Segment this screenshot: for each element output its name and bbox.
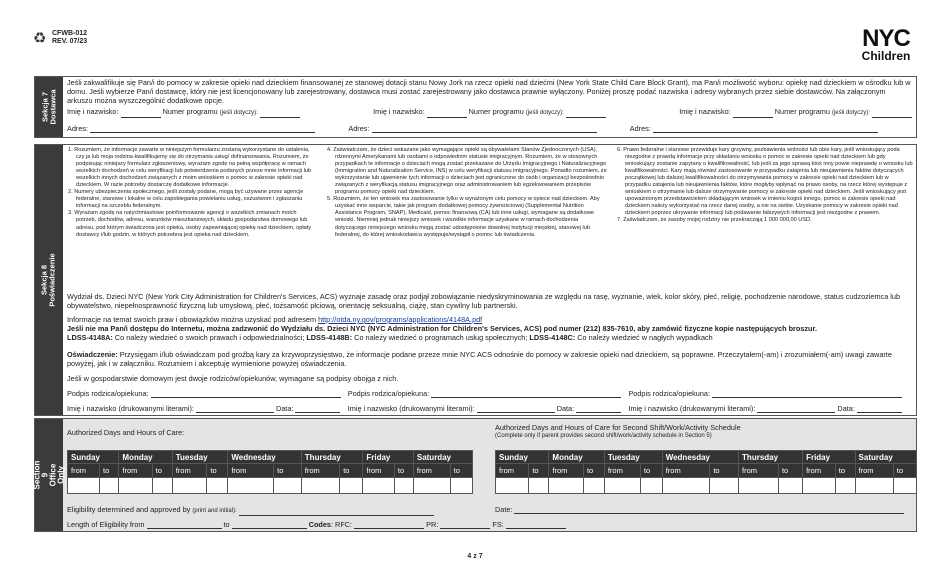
time-cell[interactable]: [583, 478, 604, 494]
time-cell[interactable]: [739, 478, 779, 494]
attestation-col-1: [68, 147, 318, 239]
day-header: Thursday: [739, 451, 803, 464]
to-label: to: [893, 464, 916, 478]
time-cell[interactable]: [549, 478, 584, 494]
signature-2: Podpis rodzica/opiekuna:: [348, 389, 629, 398]
print-name-3: Imię i nazwisko (drukowanymi literami): Data:: [628, 404, 909, 413]
attestation-item: 3. Wyrażam zgodę na natychmiastowe poinformowanie agencji o wszelkich zmianach moich potrzeb, dochodów, adresu, warunków mieszkaniowych, składu gospodarstwa domowego lub adresu, pod którym świadczona jest opieka, osoby zapewniającej opiekę nad dzieckiem, opłaty dostawcy i/lub godzin, w których potrzebna jest opieka nad dzieckiem.: [68, 210, 312, 238]
eligibility-date-field[interactable]: [514, 506, 904, 514]
eligibility-row: Eligibility determined and approved by (print and initial):: [67, 505, 434, 516]
print-name-3-field[interactable]: [757, 405, 835, 413]
provider-3-program-field[interactable]: [872, 110, 912, 118]
attestation-item: 5. Rozumiem, że ten wniosek ma zastosowanie tylko w wyrażonym celu pomocy w opiece nad dzieckiem. Aby uzyskać inne wsparcie, takie jak program dodatkowej pomocy żywnościowej (Supplemental Nutrition Assistance Program, SNAP), Medicaid, pomoc finansową (CA) lub inne usługi, wymagane są dodatkowe wnioski. Niemniej jednak niniejszy wniosek i wszelkie informacje uzyskane w ramach dochodzenia dotyczącego niniejszego wniosku mogą zostać udostępnione dowolnej instytucji miejskiej, stanowej lub federalnej, do której wnioskodawca występuje/wystąpił o pomoc lub świadczenia.: [327, 196, 600, 238]
provider-1-program-field[interactable]: [260, 110, 300, 118]
declaration: Oświadczenie: Przysięgam i/lub oświadczam pod groźbą kary za krzywoprzysięstwo, że informacje podane przeze mnie NYC ACS odnośnie do pomocy w zakresie opieki nad dzieckiem, są poprawne. Przeczytałem(-am) i zrozumiałem(-am) uwagi zawarte powyżej, jak i w załączniku. Rozumiem i akceptuję wymienione powyżej oświadczenia.: [67, 350, 892, 369]
logo-nyc: NYC: [862, 25, 910, 52]
time-cell[interactable]: [450, 478, 472, 494]
info-link[interactable]: http://otda.ny.gov/programs/applications/4148A.pdf: [318, 315, 483, 324]
from-label: from: [604, 464, 640, 478]
rights-info: Informacje na temat swoich praw i obowiązków można uzyskać pod adresem http://otda.ny.gov/programs/applications/4148A.pdf: [67, 315, 483, 324]
nondiscrimination-text: Wydział ds. Dzieci NYC (New York City Administration for Children's Services, ACS) wyznaje zasadę oraz podjął zobowiązanie niedyskryminowania ze względu na rasę, wyznanie, wiek, kolor skóry, płeć, religię, pochodzenie narodowe, status cudzoziemca lub obywatelstwo, niepełnosprawność fizyczną lub umysłową, płeć, tożsamość płciową, orientację seksualną, ciążę, stan cywilny lub partnerski.: [67, 292, 901, 311]
time-cell[interactable]: [413, 478, 450, 494]
time-cell[interactable]: [855, 478, 893, 494]
to-label: to: [152, 464, 172, 478]
rfc-field[interactable]: [354, 521, 424, 529]
from-label: from: [119, 464, 152, 478]
section-8-attestation: [34, 144, 917, 416]
provider-3-address: Adres:: [630, 124, 911, 133]
from-label: from: [549, 464, 584, 478]
time-cell[interactable]: [100, 478, 119, 494]
print-name-2-field[interactable]: [477, 405, 555, 413]
print-name-1-field[interactable]: [196, 405, 274, 413]
day-header: Sunday: [496, 451, 549, 464]
date-1-field[interactable]: [295, 405, 340, 413]
provider-2-program-field[interactable]: [566, 110, 606, 118]
to-label: to: [778, 464, 802, 478]
signature-2-field[interactable]: [431, 390, 621, 398]
section-7-provider: [34, 76, 917, 138]
from-label: from: [301, 464, 339, 478]
length-to-field[interactable]: [232, 521, 307, 529]
section-9-label: Section 9 Office Only: [35, 419, 63, 531]
day-header: Friday: [803, 451, 855, 464]
to-label: to: [640, 464, 662, 478]
time-cell[interactable]: [301, 478, 339, 494]
time-cell[interactable]: [835, 478, 855, 494]
signature-3-field[interactable]: [712, 390, 902, 398]
day-header: Tuesday: [604, 451, 662, 464]
section-8-label: Sekcja 8 Poświadczenie: [35, 145, 63, 415]
time-cell[interactable]: [274, 478, 302, 494]
section-7-intro: Jeśli zakwalifikuje się Pan/i do pomocy w zakresie opieki nad dzieckiem finansowanej ze stanowej dotacji stanu Nowy Jork na rzecz opieki nad dziećmi (New York State Child Care Block Grant), ma Pan/i możliwość wyboru: opiekę nad dzieckiem w ośrodku lub w domu. Jeśli wybierze Pan/i dostawcę, który nie jest licencjonowany lub zarejestrowany, dostawca musi zostać zarejestrowany jako dostawca prawnie wyłączony. Poniżej proszę podać nazwiska i adresy wybranych przez siebie dostawców. Na załączonym arkuszu można wyszczególnić dodatkowe opcje.: [67, 78, 911, 106]
brochure-list: LDSS-4148A: Co należy wiedzieć o swoich prawach i odpowiedzialności; LDSS-4148B: Co należy wiedzieć o programach usług społecznych; LDSS-4148C: Co należy wiedzieć w nagłych wypadkach: [67, 333, 713, 342]
form-code-block: [52, 30, 87, 46]
fs-field[interactable]: [506, 521, 566, 529]
to-label: to: [394, 464, 413, 478]
time-cell[interactable]: [496, 478, 529, 494]
provider-3-address-field[interactable]: [653, 125, 878, 133]
attestation-col-3: [617, 147, 913, 225]
time-cell[interactable]: [803, 478, 836, 494]
provider-2-name: Imię i nazwisko: Numer programu (jeśli dotyczy):: [373, 107, 606, 118]
provider-address-row: [67, 124, 912, 133]
signature-3: Podpis rodzica/opiekuna:: [628, 389, 909, 398]
provider-1-address-field[interactable]: [90, 125, 315, 133]
nyc-children-logo: [855, 25, 917, 63]
from-label: from: [662, 464, 710, 478]
day-header: Thursday: [301, 451, 363, 464]
recycle-icon: ♻: [33, 30, 47, 47]
time-cell[interactable]: [152, 478, 172, 494]
time-cell[interactable]: [172, 478, 207, 494]
attestation-item: 7. Zaświadczam, że zasoby mojej rodziny nie przekraczają 1 000 000,00 USD.: [617, 217, 812, 224]
provider-1-name: Imię i nazwisko: Numer programu (jeśli dotyczy):: [67, 107, 300, 118]
provider-2-name-field[interactable]: [427, 110, 467, 118]
length-from-field[interactable]: [147, 521, 222, 529]
time-cell[interactable]: [778, 478, 802, 494]
time-cell[interactable]: [893, 478, 916, 494]
from-label: from: [803, 464, 836, 478]
to-label: to: [340, 464, 363, 478]
from-label: from: [228, 464, 274, 478]
time-cell[interactable]: [68, 478, 100, 494]
time-cell[interactable]: [363, 478, 395, 494]
from-label: from: [739, 464, 779, 478]
print-name-row: [67, 404, 910, 413]
print-name-1: Imię i nazwisko (drukowanymi literami): Data:: [67, 404, 348, 413]
time-cell[interactable]: [604, 478, 640, 494]
to-label: to: [529, 464, 549, 478]
internet-note: Jeśli nie ma Pan/i dostępu do Internetu, można zadzwonić do Wydziału ds. Dzieci NYC (NYC Administration for Children's Services, ACS) pod numer (212) 835-7610, aby zamówić fizyczne kopie następujących broszur.: [67, 324, 817, 333]
day-header: Saturday: [413, 451, 472, 464]
from-label: from: [496, 464, 529, 478]
section-9-office-only: [34, 418, 917, 532]
provider-1-address: Adres:: [67, 124, 348, 133]
date-2-field[interactable]: [576, 405, 621, 413]
attestation-item: 1. Rozumiem, że informacje zawarte w niniejszym formularzu zostaną wykorzystane do ustalenia, czy ja lub moja rodzina kwalifikujemy się do otrzymania usług/ dofinansowania. Rozumiem, że podpisując niniejszy formularz zgłoszeniowy, wyrażam zgodę na pełną współpracę w ramach wszelkich dochodzeń w celu weryfikacji lub potwierdzenia podanych przeze mnie informacji lub wszelkich innych dochodzeń związanych z moim wnioskiem o pomoc w zakresie opieki nad dzieckiem. W razie potrzeby dostarczę dodatkowe informacje.: [68, 147, 312, 189]
provider-name-row: [67, 107, 912, 118]
day-header: Sunday: [68, 451, 119, 464]
date-3-field[interactable]: [857, 405, 902, 413]
time-cell[interactable]: [340, 478, 363, 494]
provider-1-name-field[interactable]: [121, 110, 161, 118]
to-label: to: [450, 464, 472, 478]
page-number: 4 z 7: [467, 553, 483, 560]
logo-children: Children: [861, 49, 911, 63]
time-cell[interactable]: [662, 478, 710, 494]
attestation-item: 6. Prawo federalne i stanowe przewiduje kary grzywny, pozbawienia wolności lub obie kary, jeśli wnioskujący poda niezgodne z prawdą informacje przy składaniu wniosku o pomoc w zakresie opieki nad dzieckiem lub gdy wnioskujący zostanie zapytany o kwalifikowalność, lub jeśli za jego sprawą ktoś inny powie nieprawdę o wniosku lub kwalifikowalności. Kary mają również zastosowanie w przypadku zatajenia lub nieujawnienia faktów dotyczących początkowej lub dalszej kwalifikowalności do otrzymywania pomocy w zakresie opieki nad dzieckiem lub w przypadku zatajenia lub nieujawnienia faktów, które mogłyby wpłynąć na prawo osoby, na rzecz której występuje z wnioskiem o otrzymanie lub dalsze otrzymywanie pomocy w zakresie opieki nad dzieckiem. Jeśli wnioskujący jest upoważnionym przedstawicielem składającym wniosek w imieniu kogoś innego, pomoc w zakresie opieki nad dzieckiem należy wykorzystać na rzecz danej osoby, a nie na siebie. Uzyskanie pomocy w zakresie opieki nad dzieckiem poprzez ukrywanie informacji lub podawanie fałszywych informacji jest niezgodne z prawem.: [617, 147, 913, 217]
time-cell[interactable]: [228, 478, 274, 494]
length-row: Length of Eligibility from to Codes: RFC: PR: FS:: [67, 520, 566, 529]
from-label: from: [172, 464, 207, 478]
two-parents-note: Jeśli w gospodarstwie domowym jest dwoje rodziców/opiekunów, wymagane są podpisy obojga z nich.: [67, 374, 399, 383]
pr-field[interactable]: [440, 521, 490, 529]
signature-1-field[interactable]: [151, 390, 341, 398]
time-cell[interactable]: [394, 478, 413, 494]
attestation-item: 4. Zaświadczam, że dzieci wskazane jako wymagające opieki są obywatelami Stanów Zjednoczonych (USA), rdzennymi Amerykanami lub osobami o odpowiednim statusie imigracyjnym. Rozumiem, że w stosownych przypadkach te informacje o dzieciach mogą zostać przekazane do Urzędu Imigracyjnego i Naturalizacyjnego (Immigration and Naturalization Service, INS) w celu weryfikacji statusu imigracyjnego. Ponadto rozumiem, że wykorzystanie lub ujawnienie tych informacji o dzieciach jest ograniczone do osób i organizacji bezpośrednio związanych z weryfikacją statusu imigracyjnego oraz administrowaniem lub egzekwowaniem przepisów programu pomocy opieki nad dzieckiem.: [327, 147, 607, 196]
time-cell[interactable]: [119, 478, 152, 494]
attestation-col-2: [327, 147, 609, 239]
second-shift-title: Authorized Days and Hours of Care for Second Shift/Work/Activity Schedule (Complete only if parent provides second shift/work/activity schedule in Section 5): [495, 423, 741, 439]
provider-3-name-field[interactable]: [733, 110, 773, 118]
signature-1: Podpis rodzica/opiekuna:: [67, 389, 348, 398]
time-cell[interactable]: [529, 478, 549, 494]
from-label: from: [363, 464, 395, 478]
to-label: to: [207, 464, 228, 478]
to-label: to: [710, 464, 739, 478]
time-cell[interactable]: [710, 478, 739, 494]
to-label: to: [835, 464, 855, 478]
schedule-table-1: [67, 450, 473, 494]
to-label: to: [100, 464, 119, 478]
from-label: from: [68, 464, 100, 478]
provider-2-address: Adres:: [348, 124, 629, 133]
day-header: Wednesday: [228, 451, 301, 464]
attestation-item: 2. Numery ubezpieczenia społecznego, jeśli zostały podane, mogą być używane przez agencje federalne, stanowe i lokalne w celu zapobiegania powielaniu usług, oszustwom i zgłaszaniu informacji na szczeblu federalnym.: [68, 189, 304, 210]
auth-days-title: Authorized Days and Hours of Care:: [67, 428, 185, 437]
eligibility-field[interactable]: [239, 508, 434, 516]
provider-2-address-field[interactable]: [372, 125, 597, 133]
from-label: from: [855, 464, 893, 478]
form-code: CFWB-012: [52, 30, 88, 37]
schedule-table-2: [495, 450, 917, 494]
provider-3-name: Imię i nazwisko: Numer programu (jeśli dotyczy):: [679, 107, 912, 118]
day-header: Monday: [549, 451, 604, 464]
signature-row: [67, 389, 910, 398]
to-label: to: [583, 464, 604, 478]
day-header: Wednesday: [662, 451, 738, 464]
form-revision: REV. 07/23: [52, 38, 88, 45]
time-cell[interactable]: [207, 478, 228, 494]
print-name-2: Imię i nazwisko (drukowanymi literami): Data:: [348, 404, 629, 413]
from-label: from: [413, 464, 450, 478]
day-header: Monday: [119, 451, 172, 464]
day-header: Tuesday: [172, 451, 228, 464]
time-cell[interactable]: [640, 478, 662, 494]
day-header: Saturday: [855, 451, 916, 464]
section-7-label: Sekcja 7 Dostawca: [35, 77, 63, 137]
day-header: Friday: [363, 451, 413, 464]
to-label: to: [274, 464, 302, 478]
eligibility-date-row: Date:: [495, 505, 904, 514]
